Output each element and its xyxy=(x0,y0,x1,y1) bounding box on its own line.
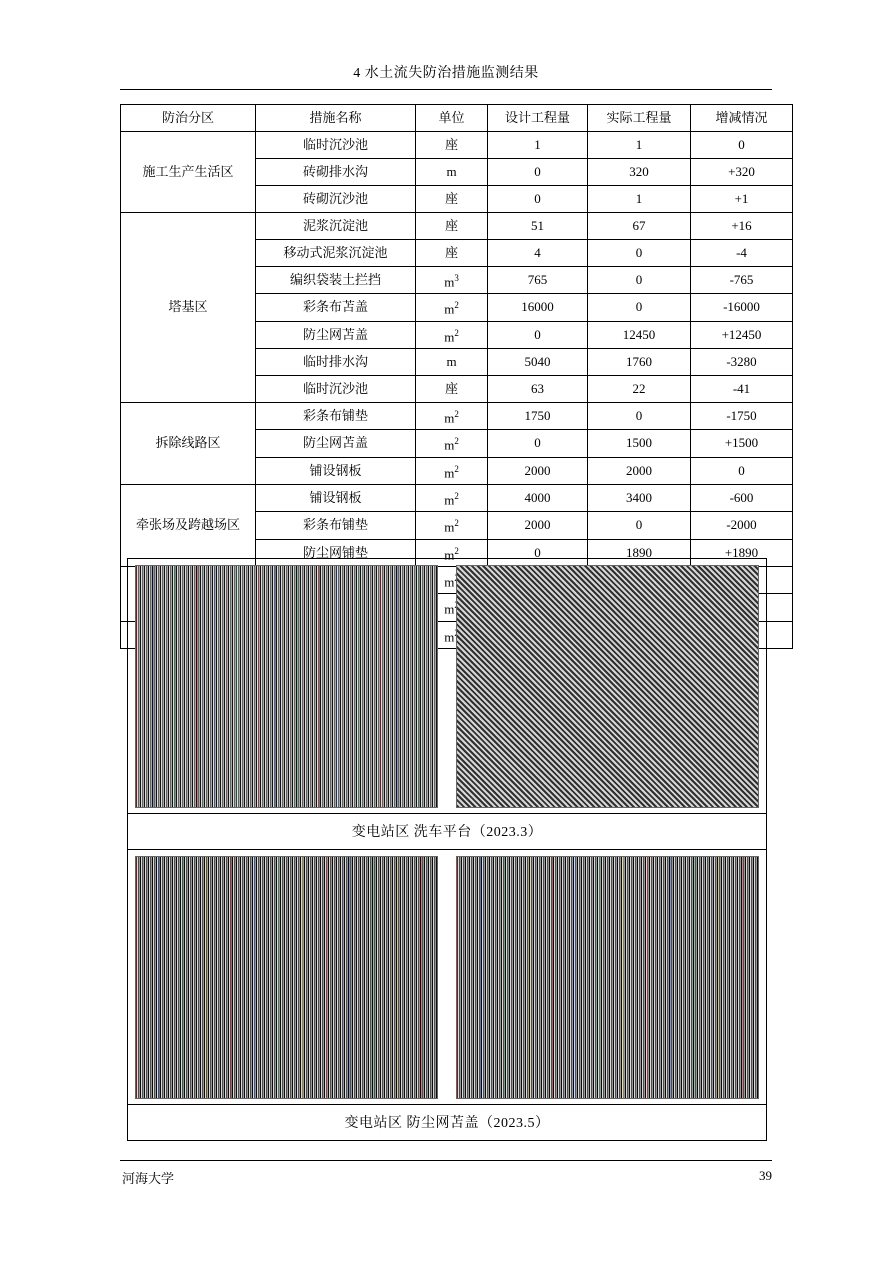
cell-measure-name: 砖砌沉沙池 xyxy=(256,186,416,213)
cell-unit: $m^2$ xyxy=(416,430,488,457)
cell-diff: -2000 xyxy=(691,512,793,539)
cell-zone: 拆除线路区 xyxy=(121,402,256,484)
table-row xyxy=(121,484,793,511)
cell-design: 0 xyxy=(488,321,588,348)
figure-row-1 xyxy=(128,559,766,849)
cell-actual: 1760 xyxy=(588,348,691,375)
cell-zone: 施工生产生活区 xyxy=(121,132,256,213)
cell-diff: -3280 xyxy=(691,348,793,375)
cell-measure-name: 彩条布铺垫 xyxy=(256,402,416,429)
cell-unit: 座 xyxy=(416,375,488,402)
cell-unit: $m^2$ xyxy=(416,512,488,539)
cell-diff: -16000 xyxy=(691,294,793,321)
col-header-diff: 增减情况 xyxy=(691,105,793,132)
cell-unit: m xyxy=(416,566,488,593)
col-header-unit: 单位 xyxy=(416,105,488,132)
photo-right-dust-net-cover xyxy=(456,856,759,1099)
cell-design: 4000 xyxy=(488,484,588,511)
footer-page-number: 39 xyxy=(759,1168,772,1183)
cell-design: 0 xyxy=(488,159,588,186)
cell-actual: 2000 xyxy=(588,457,691,484)
cell-diff: +12450 xyxy=(691,321,793,348)
cell-measure-name: 防尘网苫盖 xyxy=(256,321,416,348)
cell-diff: 0 xyxy=(691,132,793,159)
cell-design: 0 xyxy=(488,539,588,566)
figure-row-2 xyxy=(128,849,766,1140)
col-header-design: 设计工程量 xyxy=(488,105,588,132)
header-divider xyxy=(120,89,772,90)
cell-measure-name: 铺设钢板 xyxy=(256,484,416,511)
cell-design: 51 xyxy=(488,213,588,240)
cell-actual: 0 xyxy=(588,512,691,539)
cell-measure-name: 砖砌排水沟 xyxy=(256,159,416,186)
cell-unit: 座 xyxy=(416,213,488,240)
cell-unit: m xyxy=(416,348,488,375)
cell-unit: m xyxy=(416,159,488,186)
cell-unit: m xyxy=(416,621,488,648)
cell-actual: 22 xyxy=(588,375,691,402)
cell-diff: +320 xyxy=(691,159,793,186)
cell-design: 1750 xyxy=(488,402,588,429)
table-row xyxy=(121,213,793,240)
cell-unit: $m^2$ xyxy=(416,484,488,511)
cell-unit: 座 xyxy=(416,240,488,267)
cell-measure-name: 防尘网苫盖 xyxy=(256,430,416,457)
col-header-actual: 实际工程量 xyxy=(588,105,691,132)
cell-unit: $m^2$ xyxy=(416,402,488,429)
cell-measure-name: 临时沉沙池 xyxy=(256,375,416,402)
cell-unit: $m^3$ xyxy=(416,267,488,294)
footer-divider xyxy=(120,1160,772,1161)
figure-block xyxy=(127,558,767,1141)
cell-unit: m xyxy=(416,594,488,621)
cell-design: 765 xyxy=(488,267,588,294)
cell-actual: 67 xyxy=(588,213,691,240)
cell-measure-name: 防尘网铺垫 xyxy=(256,539,416,566)
cell-diff: -4 xyxy=(691,240,793,267)
col-header-zone: 防治分区 xyxy=(121,105,256,132)
photo-left-car-wash-platform xyxy=(135,565,438,808)
cell-design: 63 xyxy=(488,375,588,402)
cell-diff: +1500 xyxy=(691,430,793,457)
cell-diff: +1 xyxy=(691,186,793,213)
cell-measure-name: 临时沉沙池 xyxy=(256,132,416,159)
table-row xyxy=(121,132,793,159)
cell-unit: $m^2$ xyxy=(416,294,488,321)
cell-diff: -41 xyxy=(691,375,793,402)
cell-design: 0 xyxy=(488,430,588,457)
cell-diff: 0 xyxy=(691,457,793,484)
figure-caption-2: 变电站区 防尘网苫盖（2023.5） xyxy=(128,1104,766,1140)
photo-right-car-wash-platform xyxy=(456,565,759,808)
cell-measure-name: 铺设钢板 xyxy=(256,457,416,484)
cell-unit: $m^2$ xyxy=(416,457,488,484)
cell-actual: 0 xyxy=(588,240,691,267)
cell-unit: $m^2$ xyxy=(416,321,488,348)
cell-actual: 1890 xyxy=(588,539,691,566)
image-pair-1 xyxy=(128,559,766,813)
cell-diff: +1890 xyxy=(691,539,793,566)
cell-design: 1 xyxy=(488,132,588,159)
running-header: 4 水土流失防治措施监测结果 xyxy=(353,66,539,81)
cell-actual: 1 xyxy=(588,132,691,159)
cell-design: 5040 xyxy=(488,348,588,375)
cell-actual: 1 xyxy=(588,186,691,213)
cell-measure-name: 泥浆沉淀池 xyxy=(256,213,416,240)
cell-actual: 0 xyxy=(588,267,691,294)
cell-design: 2000 xyxy=(488,457,588,484)
cell-unit: $m^2$ xyxy=(416,539,488,566)
footer-organization: 河海大学 xyxy=(122,1171,175,1186)
table-row xyxy=(121,402,793,429)
cell-design: 2000 xyxy=(488,512,588,539)
cell-zone: 塔基区 xyxy=(121,213,256,403)
cell-actual: 0 xyxy=(588,294,691,321)
cell-diff: -1750 xyxy=(691,402,793,429)
cell-unit: 座 xyxy=(416,186,488,213)
cell-actual: 1500 xyxy=(588,430,691,457)
cell-actual: 0 xyxy=(588,402,691,429)
table-header-row xyxy=(121,105,793,132)
cell-design: 4 xyxy=(488,240,588,267)
col-header-measure: 措施名称 xyxy=(256,105,416,132)
cell-measure-name: 彩条布苫盖 xyxy=(256,294,416,321)
cell-actual: 12450 xyxy=(588,321,691,348)
cell-unit: 座 xyxy=(416,132,488,159)
cell-measure-name: 移动式泥浆沉淀池 xyxy=(256,240,416,267)
cell-measure-name: 彩条布铺垫 xyxy=(256,512,416,539)
cell-measure-name: 临时排水沟 xyxy=(256,348,416,375)
cell-diff: +16 xyxy=(691,213,793,240)
cell-measure-name: 编织袋装土拦挡 xyxy=(256,267,416,294)
cell-zone: 牵张场及跨越场区 xyxy=(121,484,256,566)
figure-caption-1: 变电站区 洗车平台（2023.3） xyxy=(128,813,766,849)
cell-diff: -765 xyxy=(691,267,793,294)
cell-actual: 320 xyxy=(588,159,691,186)
cell-diff: -600 xyxy=(691,484,793,511)
cell-actual: 3400 xyxy=(588,484,691,511)
cell-design: 16000 xyxy=(488,294,588,321)
photo-left-dust-net-cover xyxy=(135,856,438,1099)
cell-design: 0 xyxy=(488,186,588,213)
image-pair-2 xyxy=(128,850,766,1104)
